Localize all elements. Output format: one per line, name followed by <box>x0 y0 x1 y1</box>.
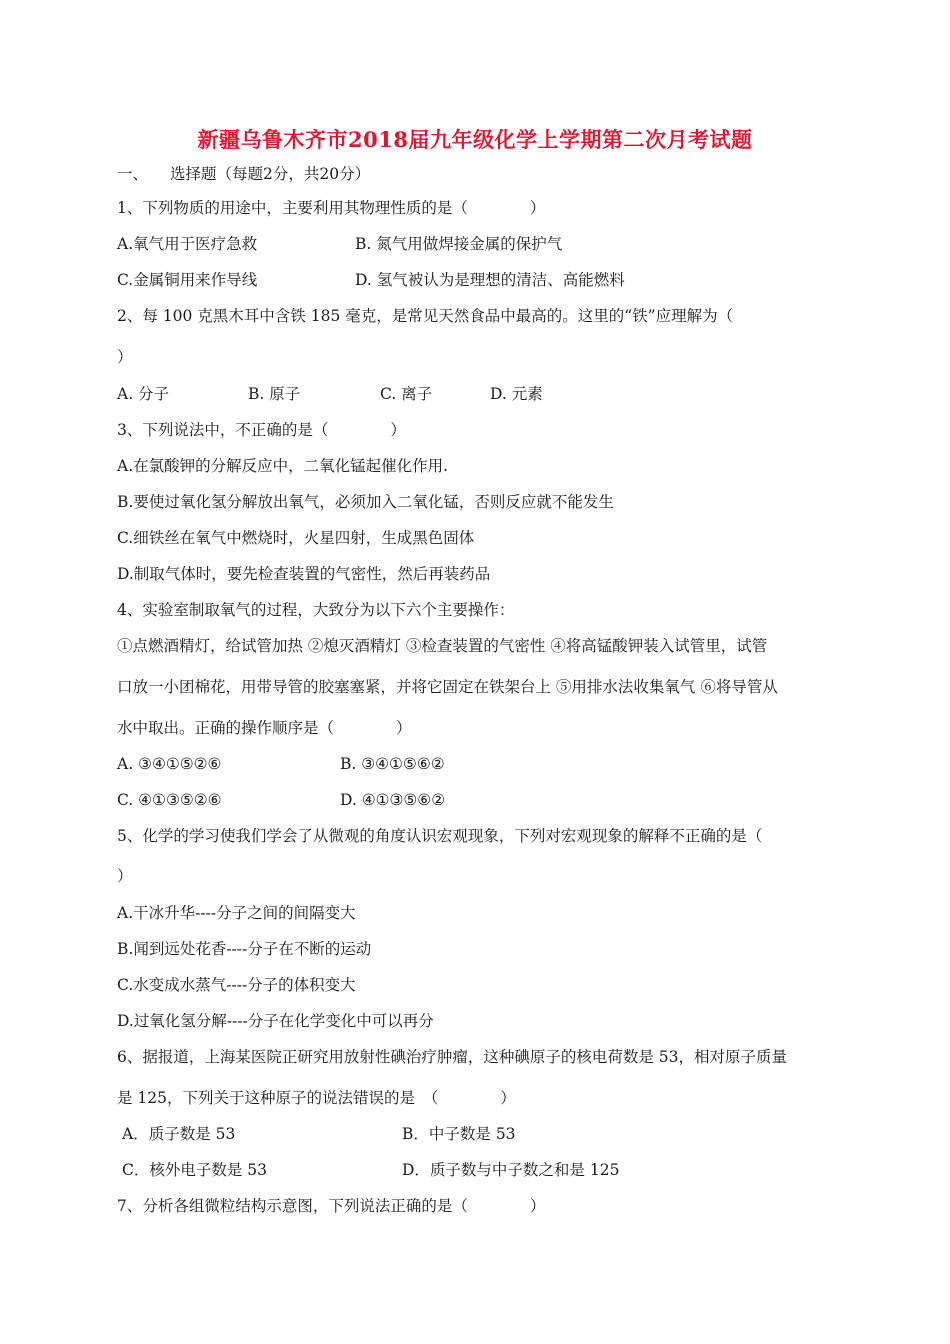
section-number: 一、 <box>117 165 149 183</box>
q5-option-d: D.过氧化氢分解----分子在化学变化中可以再分 <box>117 1012 434 1030</box>
section-heading: 选择题（每题2分，共20分） <box>170 165 371 183</box>
q4-operations-line1: ①点燃酒精灯，给试管加热 ②熄灭酒精灯 ③检查装置的气密性 ④将高锰酸钾装入试管里，试管 <box>117 637 768 655</box>
q1-stem: 1、下列物质的用途中，主要利用其物理性质的是（ ） <box>117 199 546 217</box>
q5-stem-line2: ） <box>117 867 133 885</box>
q3-option-d: D.制取气体时，要先检查装置的气密性，然后再装药品 <box>117 565 491 583</box>
q6-stem-line2: 是 125，下列关于这种原子的说法错误的是 （ ） <box>117 1089 516 1107</box>
q2-option-c: C. 离子 <box>380 385 433 403</box>
q2-stem-line2: ） <box>117 348 133 366</box>
q3-option-a: A.在氯酸钾的分解反应中，二氧化锰起催化作用. <box>117 457 449 475</box>
q6-option-c: C．核外电子数是 53 <box>122 1161 268 1179</box>
q1-option-d: D. 氢气被认为是理想的清洁、高能燃料 <box>355 271 625 289</box>
q4-operations-line3: 水中取出。正确的操作顺序是（ ） <box>117 719 412 737</box>
document-title: 新疆乌鲁木齐市2018届九年级化学上学期第二次月考试题 <box>197 127 753 152</box>
q6-option-b: B．中子数是 53 <box>402 1125 516 1143</box>
q1-option-c: C.金属铜用来作导线 <box>117 271 258 289</box>
q4-option-c: C. ④①③⑤②⑥ <box>117 791 222 809</box>
q4-option-a: A. ③④①⑤②⑥ <box>117 755 222 773</box>
q2-option-d: D. 元素 <box>490 385 543 403</box>
q2-option-b: B. 原子 <box>248 385 301 403</box>
q6-option-a: A．质子数是 53 <box>122 1125 236 1143</box>
q4-option-b: B. ③④①⑤⑥② <box>340 755 445 773</box>
q3-option-b: B.要使过氧化氢分解放出氧气，必须加入二氧化锰，否则反应就不能发生 <box>117 493 614 511</box>
q4-stem: 4、实验室制取氧气的过程，大致分为以下六个主要操作： <box>117 601 515 619</box>
q1-option-a: A.氧气用于医疗急救 <box>117 235 258 253</box>
q2-stem-line1: 2、每 100 克黑木耳中含铁 185 毫克，是常见天然食品中最高的。这里的“铁”应理解为（ <box>117 307 734 325</box>
q5-stem-line1: 5、化学的学习使我们学会了从微观的角度认识宏观现象，下列对宏观现象的解释不正确的是（ <box>117 827 763 845</box>
q6-stem-line1: 6、据报道，上海某医院正研究用放射性碘治疗肿瘤，这种碘原子的核电荷数是 53，相对原子质量 <box>117 1048 788 1066</box>
q4-operations-line2: 口放一小团棉花，用带导管的胶塞塞紧，并将它固定在铁架台上 ⑤用排水法收集氧气 ⑥将导管从 <box>117 678 778 696</box>
q5-option-b: B.闻到远处花香----分子在不断的运动 <box>117 940 372 958</box>
q5-option-a: A.干冰升华----分子之间的间隔变大 <box>117 904 356 922</box>
q4-option-d: D. ④①③⑤⑥② <box>340 791 446 809</box>
q2-option-a: A. 分子 <box>117 385 170 403</box>
q6-option-d: D．质子数与中子数之和是 125 <box>402 1161 620 1179</box>
q5-option-c: C.水变成水蒸气----分子的体积变大 <box>117 976 356 994</box>
q3-option-c: C.细铁丝在氧气中燃烧时，火星四射，生成黑色固体 <box>117 529 475 547</box>
q3-stem: 3、下列说法中，不正确的是（ ） <box>117 421 406 439</box>
q1-option-b: B. 氮气用做焊接金属的保护气 <box>355 235 563 253</box>
q7-stem: 7、分析各组微粒结构示意图，下列说法正确的是（ ） <box>117 1197 546 1215</box>
